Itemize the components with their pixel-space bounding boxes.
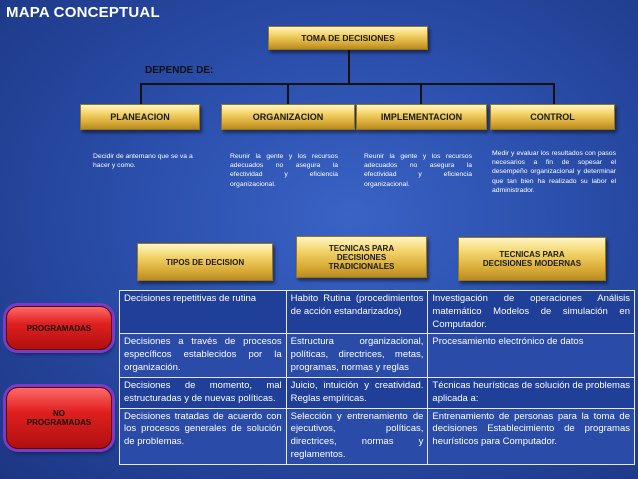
- header-label: TECNICAS PARA DECISIONES MODERNAS: [482, 250, 582, 268]
- branch-drop-2: [287, 83, 289, 105]
- label-programadas: [6, 306, 112, 350]
- header-tipos: [137, 243, 273, 281]
- root-node: [268, 26, 428, 50]
- branch-label: IMPLEMENTACION: [380, 112, 463, 122]
- header-label: TIPOS DE DECISION: [165, 257, 245, 267]
- table-cell: Habito Rutina (procedimientos de acción estandarizados): [286, 291, 428, 334]
- branch-drop-3: [420, 83, 422, 105]
- header-tradicionales: [296, 236, 427, 278]
- branch-implementacion: [356, 104, 487, 130]
- root-label: TOMA DE DECISIONES: [301, 33, 395, 43]
- desc-implementacion: Reunir la gente y los recursos adecuados no asegura la efectividad y eficiencia organizacional.: [364, 153, 472, 188]
- branch-label: ORGANIZACION: [252, 112, 324, 122]
- table-row: [120, 377, 635, 408]
- header-modernas: [458, 237, 606, 281]
- depende-de-label: DEPENDE DE:: [145, 65, 214, 76]
- table-cell: Decisiones tratadas de acuerdo con los procesos generales de solución de problemas.: [120, 408, 287, 464]
- header-label: TECNICAS PARA DECISIONES TRADICIONALES: [328, 243, 395, 271]
- table-cell: Juicio, intuición y creatividad. Reglas empíricas.: [286, 377, 428, 408]
- table-row: [120, 334, 635, 377]
- side-label: NO PROGRAMADAS: [26, 409, 92, 427]
- table-row: [120, 408, 635, 464]
- decision-table: [119, 290, 635, 465]
- table-cell: Decisiones de momento, mal estructuradas y de nuevas políticas.: [120, 377, 287, 408]
- table-cell: Decisiones a través de procesos específicos establecidos por la organización.: [120, 334, 287, 377]
- table-cell: Decisiones repetitivas de rutina: [120, 291, 287, 334]
- side-label: PROGRAMADAS: [26, 323, 92, 333]
- branch-organizacion: [221, 104, 355, 130]
- branch-planeacion: [80, 104, 200, 130]
- map-title: MAPA CONCEPTUAL: [6, 4, 160, 21]
- branch-drop-1: [140, 83, 142, 105]
- desc-control: Medir y evaluar los resultados con pasos necesarios a fin de sopesar el desempeño organizacional y determinar que tan bien ha realizado su labor el administrador.: [492, 150, 616, 194]
- branch-drop-4: [553, 83, 555, 105]
- table-cell: Técnicas heurísticas de solución de problemas aplicada a:: [428, 377, 635, 408]
- desc-organizacion: Reunir la gente y los recursos adecuados no asegura la efectividad y eficiencia organizacional.: [230, 153, 338, 188]
- branch-control: [490, 104, 615, 130]
- table-cell: Procesamiento electrónico de datos: [428, 334, 635, 377]
- table-cell: Selección y entrenamiento de ejecutivos, políticas, directrices, normas y reglamentos.: [286, 408, 428, 464]
- branch-bus: [140, 83, 553, 85]
- branch-label: CONTROL: [530, 112, 575, 122]
- table-cell: Estructura organizacional, políticas, directrices, metas, programas, normas y reglas: [286, 334, 428, 377]
- desc-planeacion: Decidir de antemano que se va a hacer y como.: [93, 153, 193, 170]
- branch-label: PLANEACION: [110, 112, 170, 122]
- label-no-programadas: [6, 387, 112, 449]
- table-row: [120, 291, 635, 334]
- table-cell: Entrenamiento de personas para la toma de decisiones Establecimiento de programas heurísticos para Computador.: [428, 408, 635, 464]
- root-connector: [348, 50, 350, 84]
- table-cell: Investigación de operaciones Análisis matemático Modelos de simulación en Computador.: [428, 291, 635, 334]
